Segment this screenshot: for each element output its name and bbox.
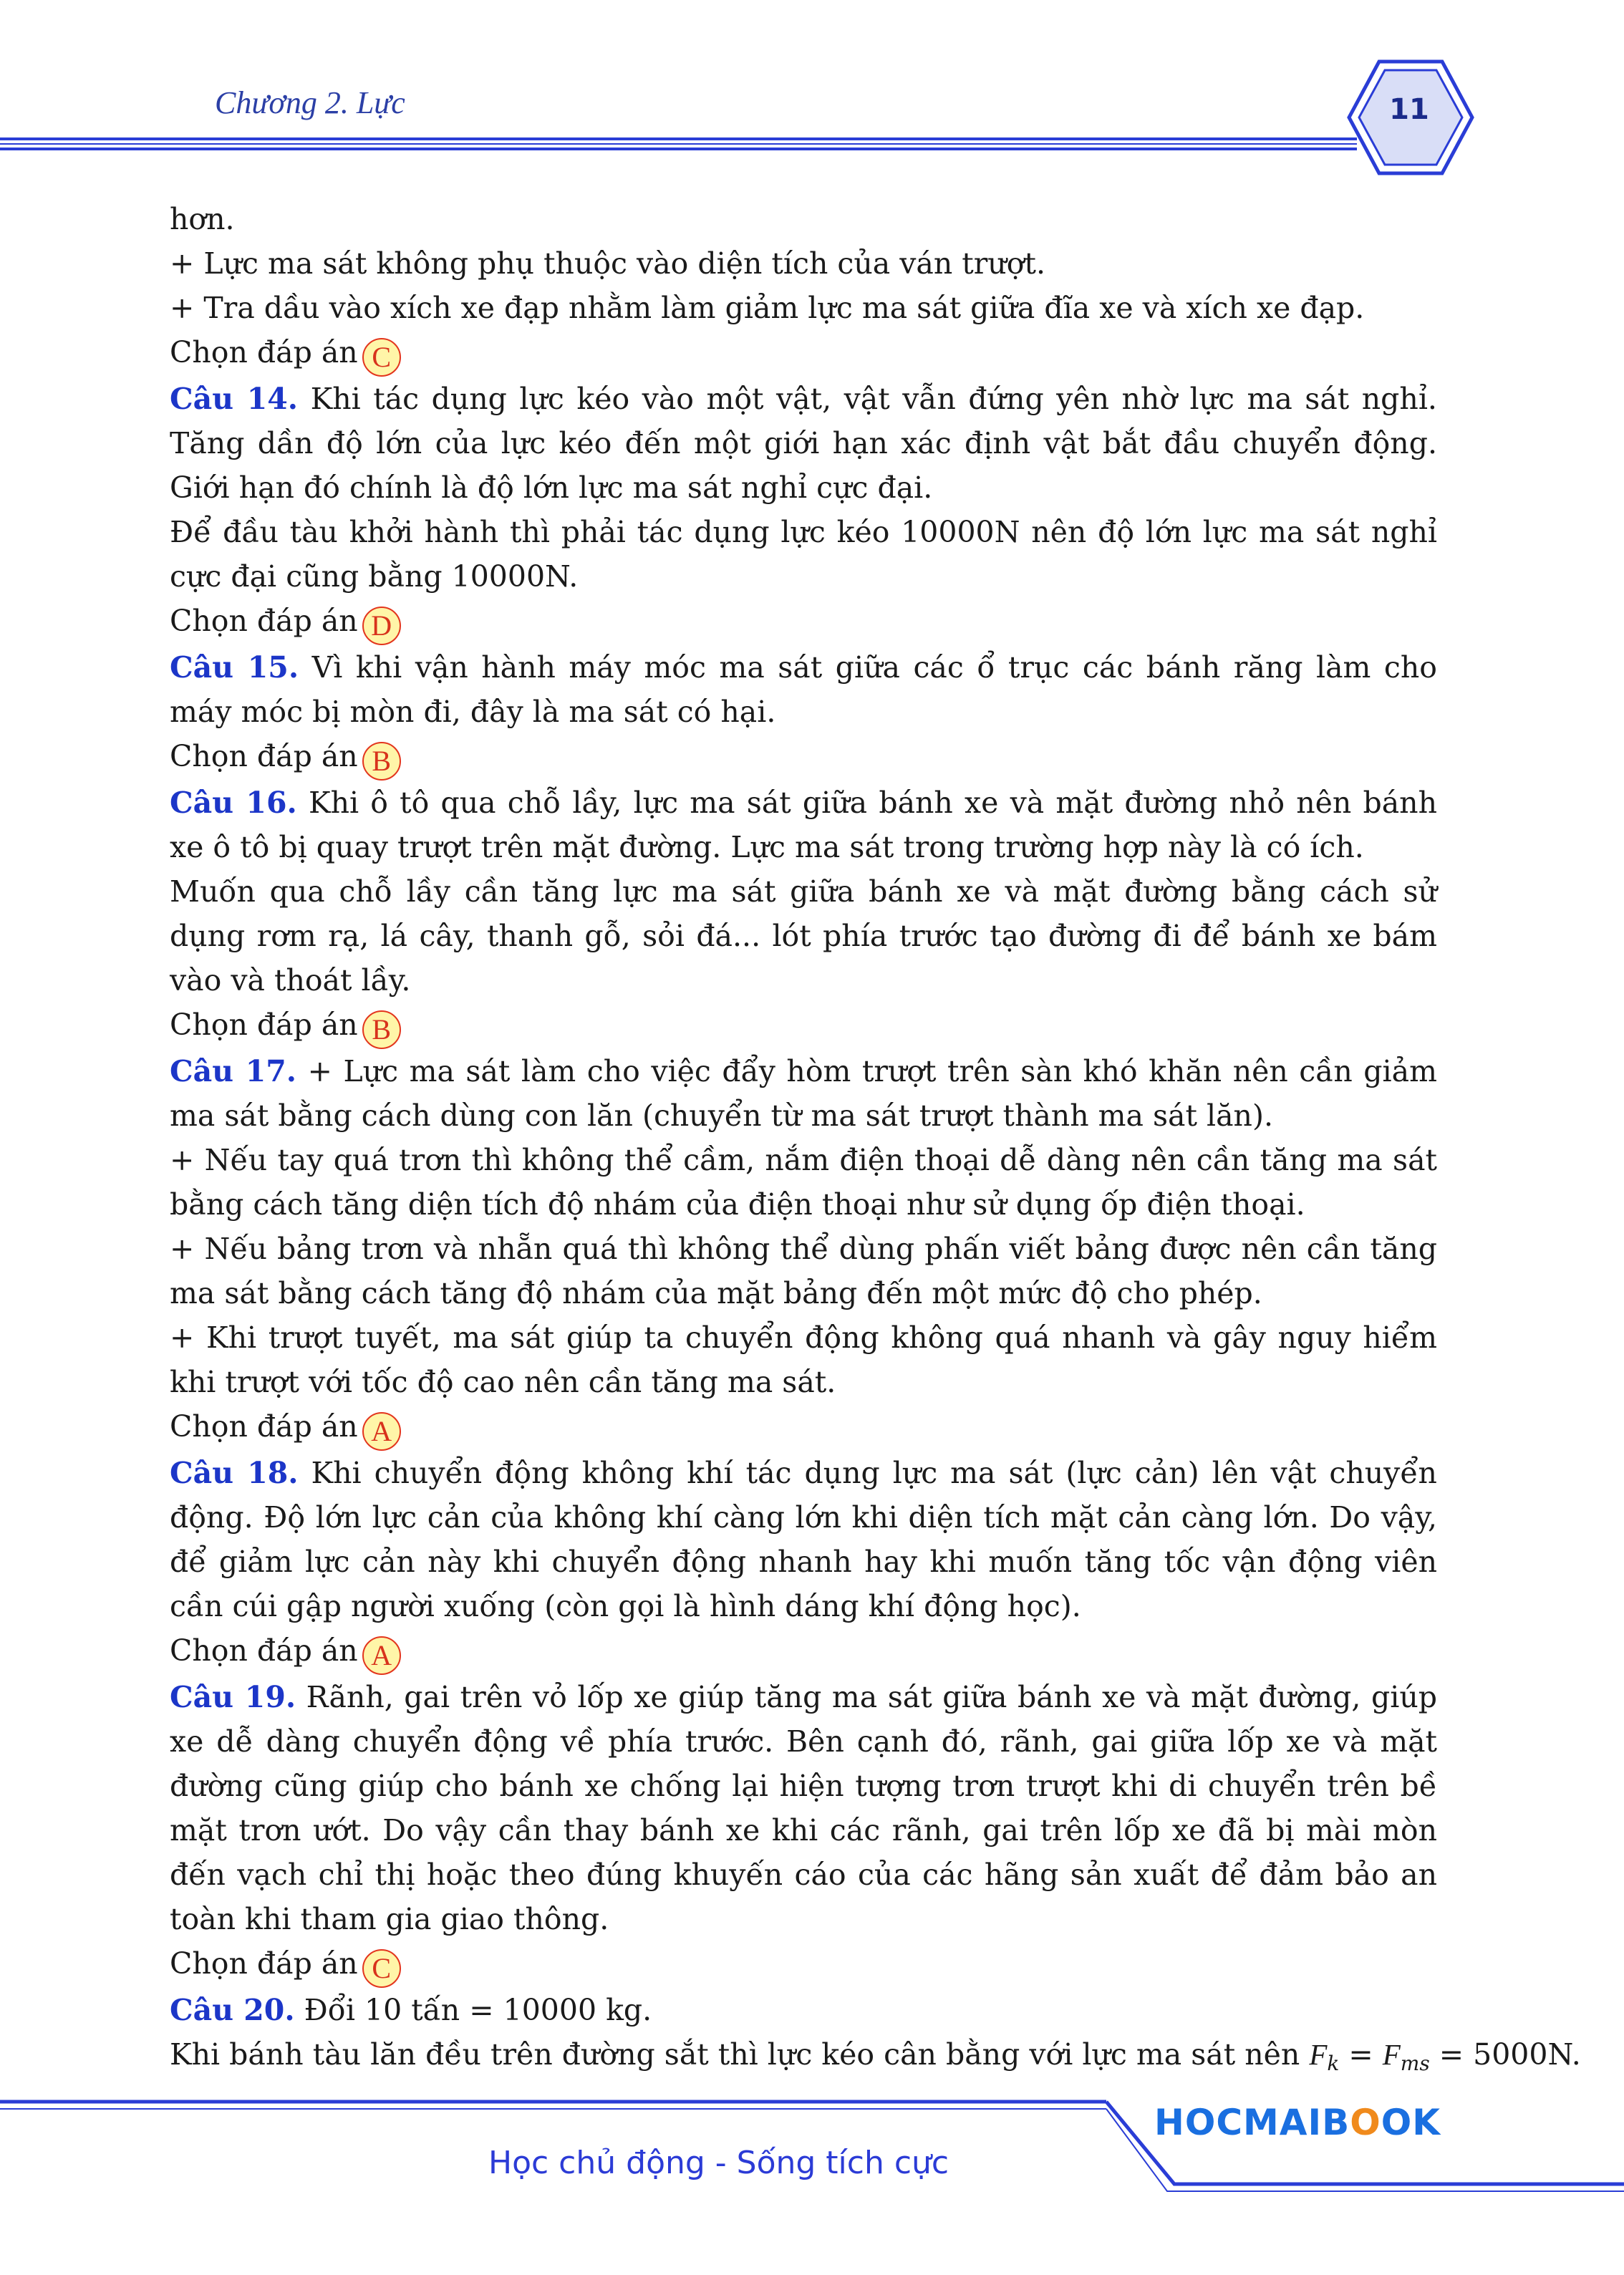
solution-body xyxy=(170,197,1581,2086)
force-symbol: F xyxy=(1309,2038,1328,2071)
question-text: Đổi 10 tấn = 10000 kg. xyxy=(304,1993,652,2027)
answer-letter-circle: A xyxy=(362,1412,401,1451)
answer-letter-circle: C xyxy=(362,338,401,377)
question-paragraph xyxy=(170,377,1437,510)
chapter-title: Chương 2. Lực xyxy=(215,85,405,120)
footer-slogan: Học chủ động - Sống tích cực xyxy=(488,2145,949,2181)
friction-symbol: F xyxy=(1382,2038,1401,2071)
answer-prefix: Chọn đáp án xyxy=(170,335,358,369)
header-rule-top xyxy=(0,137,1357,140)
equals-sign: = xyxy=(1339,2037,1383,2072)
friction-subscript: ms xyxy=(1400,2052,1430,2075)
question-text: Khi ô tô qua chỗ lầy, lực ma sát giữa bánh xe và mặt đường nhỏ nên bánh xe ô tô bị quay trượt trên mặt đường. Lực ma sát trong trường hợp này là có ích. xyxy=(170,786,1437,864)
brand-logo: HOCMAIBOOK xyxy=(1154,2102,1441,2143)
answer-letter-circle: C xyxy=(362,1949,401,1988)
question-label: Câu 17. xyxy=(170,1054,297,1088)
question-label: Câu 14. xyxy=(170,382,299,416)
answer-letter-circle: B xyxy=(362,742,401,781)
final-formula-line xyxy=(170,2032,1581,2086)
question-paragraph xyxy=(170,781,1437,869)
page-number-badge xyxy=(1346,59,1475,179)
text-line: + Nếu tay quá trơn thì không thể cầm, nắm điện thoại dễ dàng nên cần tăng ma sát bằng cách tăng diện tích độ nhám của điện thoại như sử dụng ốp điện thoại. xyxy=(170,1143,1437,1222)
answer-line xyxy=(170,1628,1437,1675)
question-text: + Lực ma sát làm cho việc đẩy hòm trượt trên sàn khó khăn nên cần giảm ma sát bằng cách dùng con lăn (chuyển từ ma sát trượt thành ma sát lăn). xyxy=(170,1054,1437,1133)
question-label: Câu 19. xyxy=(170,1680,296,1714)
question-label: Câu 18. xyxy=(170,1456,299,1490)
page-number: 11 xyxy=(1389,93,1429,126)
answer-letter-circle: D xyxy=(362,607,401,645)
force-value: 5000N. xyxy=(1473,2037,1581,2072)
answer-prefix: Chọn đáp án xyxy=(170,1008,358,1042)
text-line: + Nếu bảng trơn và nhẵn quá thì không thể dùng phấn viết bảng được nên cần tăng ma sát bằng cách tăng độ nhám của mặt bảng đến một mức độ cho phép. xyxy=(170,1232,1437,1310)
question-label: Câu 15. xyxy=(170,650,299,685)
answer-prefix: Chọn đáp án xyxy=(170,1409,358,1444)
question-paragraph xyxy=(170,1451,1437,1628)
text-line: Muốn qua chỗ lầy cần tăng lực ma sát giữa bánh xe và mặt đường bằng cách sử dụng rơm rạ, lá cây, thanh gỗ, sỏi đá... lót phía trước tạo đường đi để bánh xe bám vào và thoát lầy. xyxy=(170,874,1437,998)
answer-line xyxy=(170,1404,1437,1451)
header-rule-mid xyxy=(0,143,1357,145)
text-line: + Khi trượt tuyết, ma sát giúp ta chuyển động không quá nhanh và gây nguy hiểm khi trượt với tốc độ cao nên cần tăng ma sát. xyxy=(170,1320,1437,1399)
answer-line xyxy=(170,1003,1437,1049)
text-line: + Lực ma sát không phụ thuộc vào diện tích của ván trượt. xyxy=(170,246,1045,281)
question-label: Câu 20. xyxy=(170,1993,295,2027)
header-rule-bottom xyxy=(0,148,1357,150)
question-paragraph xyxy=(170,645,1437,734)
answer-line xyxy=(170,1941,1437,1988)
answer-prefix: Chọn đáp án xyxy=(170,604,358,638)
answer-letter-circle: A xyxy=(362,1636,401,1675)
answer-line xyxy=(170,330,1437,377)
force-subscript: k xyxy=(1327,2052,1340,2075)
answer-prefix: Chọn đáp án xyxy=(170,739,358,773)
question-text: Khi tác dụng lực kéo vào một vật, vật vẫn đứng yên nhờ lực ma sát nghỉ. Tăng dần độ lớn của lực kéo đến một giới hạn xác định vật bắt đầu chuyển động. Giới hạn đó chính là độ lớn lực ma sát nghỉ cực đại. xyxy=(170,382,1437,505)
question-text: Vì khi vận hành máy móc ma sát giữa các ổ trục các bánh răng làm cho máy móc bị mòn đi, đây là ma sát có hại. xyxy=(170,650,1437,729)
question-paragraph xyxy=(170,1049,1437,1138)
question-paragraph xyxy=(170,1675,1437,1941)
text-line: hơn. xyxy=(170,202,235,236)
question-paragraph xyxy=(170,1988,1437,2032)
answer-prefix: Chọn đáp án xyxy=(170,1946,358,1981)
text-line: + Tra dầu vào xích xe đạp nhằm làm giảm lực ma sát giữa đĩa xe và xích xe đạp. xyxy=(170,291,1365,325)
text-line: Để đầu tàu khởi hành thì phải tác dụng lực kéo 10000N nên độ lớn lực ma sát nghỉ cực đại cũng bằng 10000N. xyxy=(170,515,1437,594)
final-text: Khi bánh tàu lăn đều trên đường sắt thì lực kéo cân bằng với lực ma sát nên xyxy=(170,2037,1310,2072)
answer-prefix: Chọn đáp án xyxy=(170,1633,358,1668)
answer-letter-circle: B xyxy=(362,1010,401,1049)
question-label: Câu 16. xyxy=(170,786,297,820)
question-text: Khi chuyển động không khí tác dụng lực ma sát (lực cản) lên vật chuyển động. Độ lớn lực cản của không khí càng lớn khi diện tích mặt cản càng lớn. Do vậy, để giảm lực cản này khi chuyển động nhanh hay khi muốn tăng tốc vận động viên cần cúi gập người xuống (còn gọi là hình dáng khí động học). xyxy=(170,1456,1437,1623)
equals-sign: = xyxy=(1429,2037,1474,2072)
answer-line xyxy=(170,734,1437,781)
answer-line xyxy=(170,599,1437,645)
question-text: Rãnh, gai trên vỏ lốp xe giúp tăng ma sát giữa bánh xe và mặt đường, giúp xe dễ dàng chuyển động về phía trước. Bên cạnh đó, rãnh, gai giữa lốp xe và mặt đường cũng giúp cho bánh xe chống lại hiện tượng trơn trượt khi di chuyển trên bề mặt trơn ướt. Do vậy cần thay bánh xe khi các rãnh, gai trên lốp xe đã bị mài mòn đến vạch chỉ thị hoặc theo đúng khuyến cáo của các hãng sản xuất để đảm bảo an toàn khi tham gia giao thông. xyxy=(170,1680,1437,1936)
